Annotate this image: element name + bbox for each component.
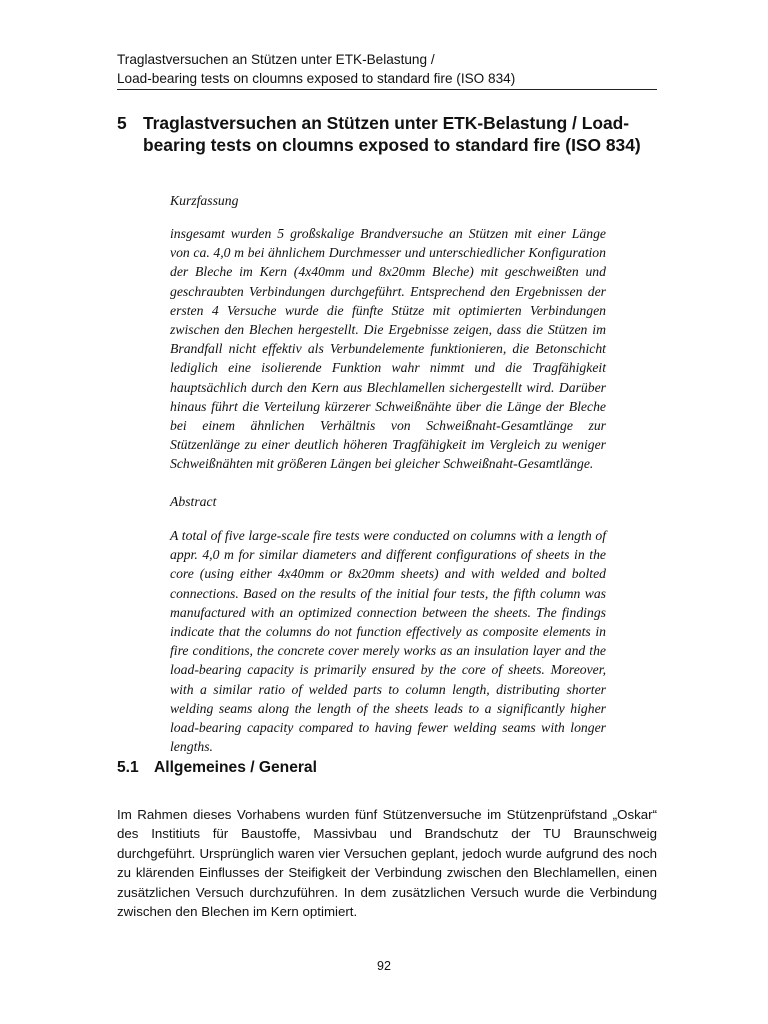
section-number: 5.1 [117,759,139,776]
abstract-text [170,526,606,756]
page-number: 92 [377,959,391,973]
kurzfassung-paragraph: insgesamt wurden 5 großskalige Brandversuche an Stützen mit einer Länge von ca. 4,0 m bei ähnlichem Durchmesser und unterschiedlicher Konfiguration der Bleche im Kern (4x40mm und 8x20mm Bleche) mit geschweißten und geschraubten Verbindungen durchgeführt. Entsprechend den Ergebnissen der ersten 4 Versuche wurde die fünfte Stütze mit optimierten Verbindungen zwischen den Blechen hergestellt. Die Ergebnisse zeigen, dass die Stützen im Brandfall nicht effektiv als Verbundelemente funktionieren, die Betonschicht lediglich eine isolierende Funktion wahr nimmt und die Tragfähigkeit hauptsächlich durch den Kern aus Blechlamellen sichergestellt wird. Darüber hinaus führt die Verteilung kürzerer Schweißnähte über die Länge der Bleche bei einem ähnlichen Verhältnis von Schweißnaht-Gesamtlänge zur Stützenlänge zu einer deutlich höheren Tragfähigkeit im Vergleich zu weniger Schweißnähten mit größeren Längen bei gleicher Schweißnaht-Gesamtlänge. [170,226,606,472]
body-paragraph: Im Rahmen dieses Vorhabens wurden fünf Stützenversuche im Stützenprüfstand „Oskar“ des Institiuts für Baustoffe, Massivbau und Brandschutz der TU Braunschweig durchgeführt. Ursprünglich waren vier Versuchen geplant, jedoch wurde aufgrund des noch zu klärenden Einflusses der Steifigkeit der Verbindung zwischen den Blechlamellen, einen zusätzlichen Versuch durchzuführen. In dem zusätzlichen Versuch wurde die Verbindung zwischen den Blechen im Kern optimiert. [117,807,657,920]
chapter-heading [117,112,677,156]
section-title: Allgemeines / General [154,759,317,776]
abstract-paragraph: A total of five large-scale fire tests were conducted on columns with a length of appr. 4,0 m for similar diameters and different configurations of sheets in the core (using either 4x40mm or 8x20mm sheets) and with welded and bolted connections. Based on the results of the initial four tests, the fifth column was manufactured with an optimized connection between the sheets. The findings indicate that the columns do not function effectively as composite elements in fire conditions, the concrete cover merely works as an insulation layer and the load-bearing capacity is primarily ensured by the core of sheets. Moreover, with a similar ratio of welded parts to column length, distributing shorter welding seams along the length of the sheets leads to a significantly higher load-bearing capacity compared to having fewer welding seams with longer lengths. [170,528,606,755]
running-header-line-1: Traglastversuchen an Stützen unter ETK-Belastung / [117,52,435,67]
kurzfassung-text [170,224,606,474]
running-header [117,50,657,88]
chapter-number: 5 [117,113,127,133]
kurzfassung-label: Kurzfassung [170,193,239,208]
body-text [117,805,657,921]
abstract-label: Abstract [170,494,217,509]
section-heading [117,758,417,778]
header-rule [117,89,657,90]
chapter-title: Traglastversuchen an Stützen unter ETK-Belastung / Load-bearing tests on cloumns exposed to standard fire (ISO 834) [143,113,641,155]
running-header-line-2: Load-bearing tests on cloumns exposed to standard fire (ISO 834) [117,71,516,86]
